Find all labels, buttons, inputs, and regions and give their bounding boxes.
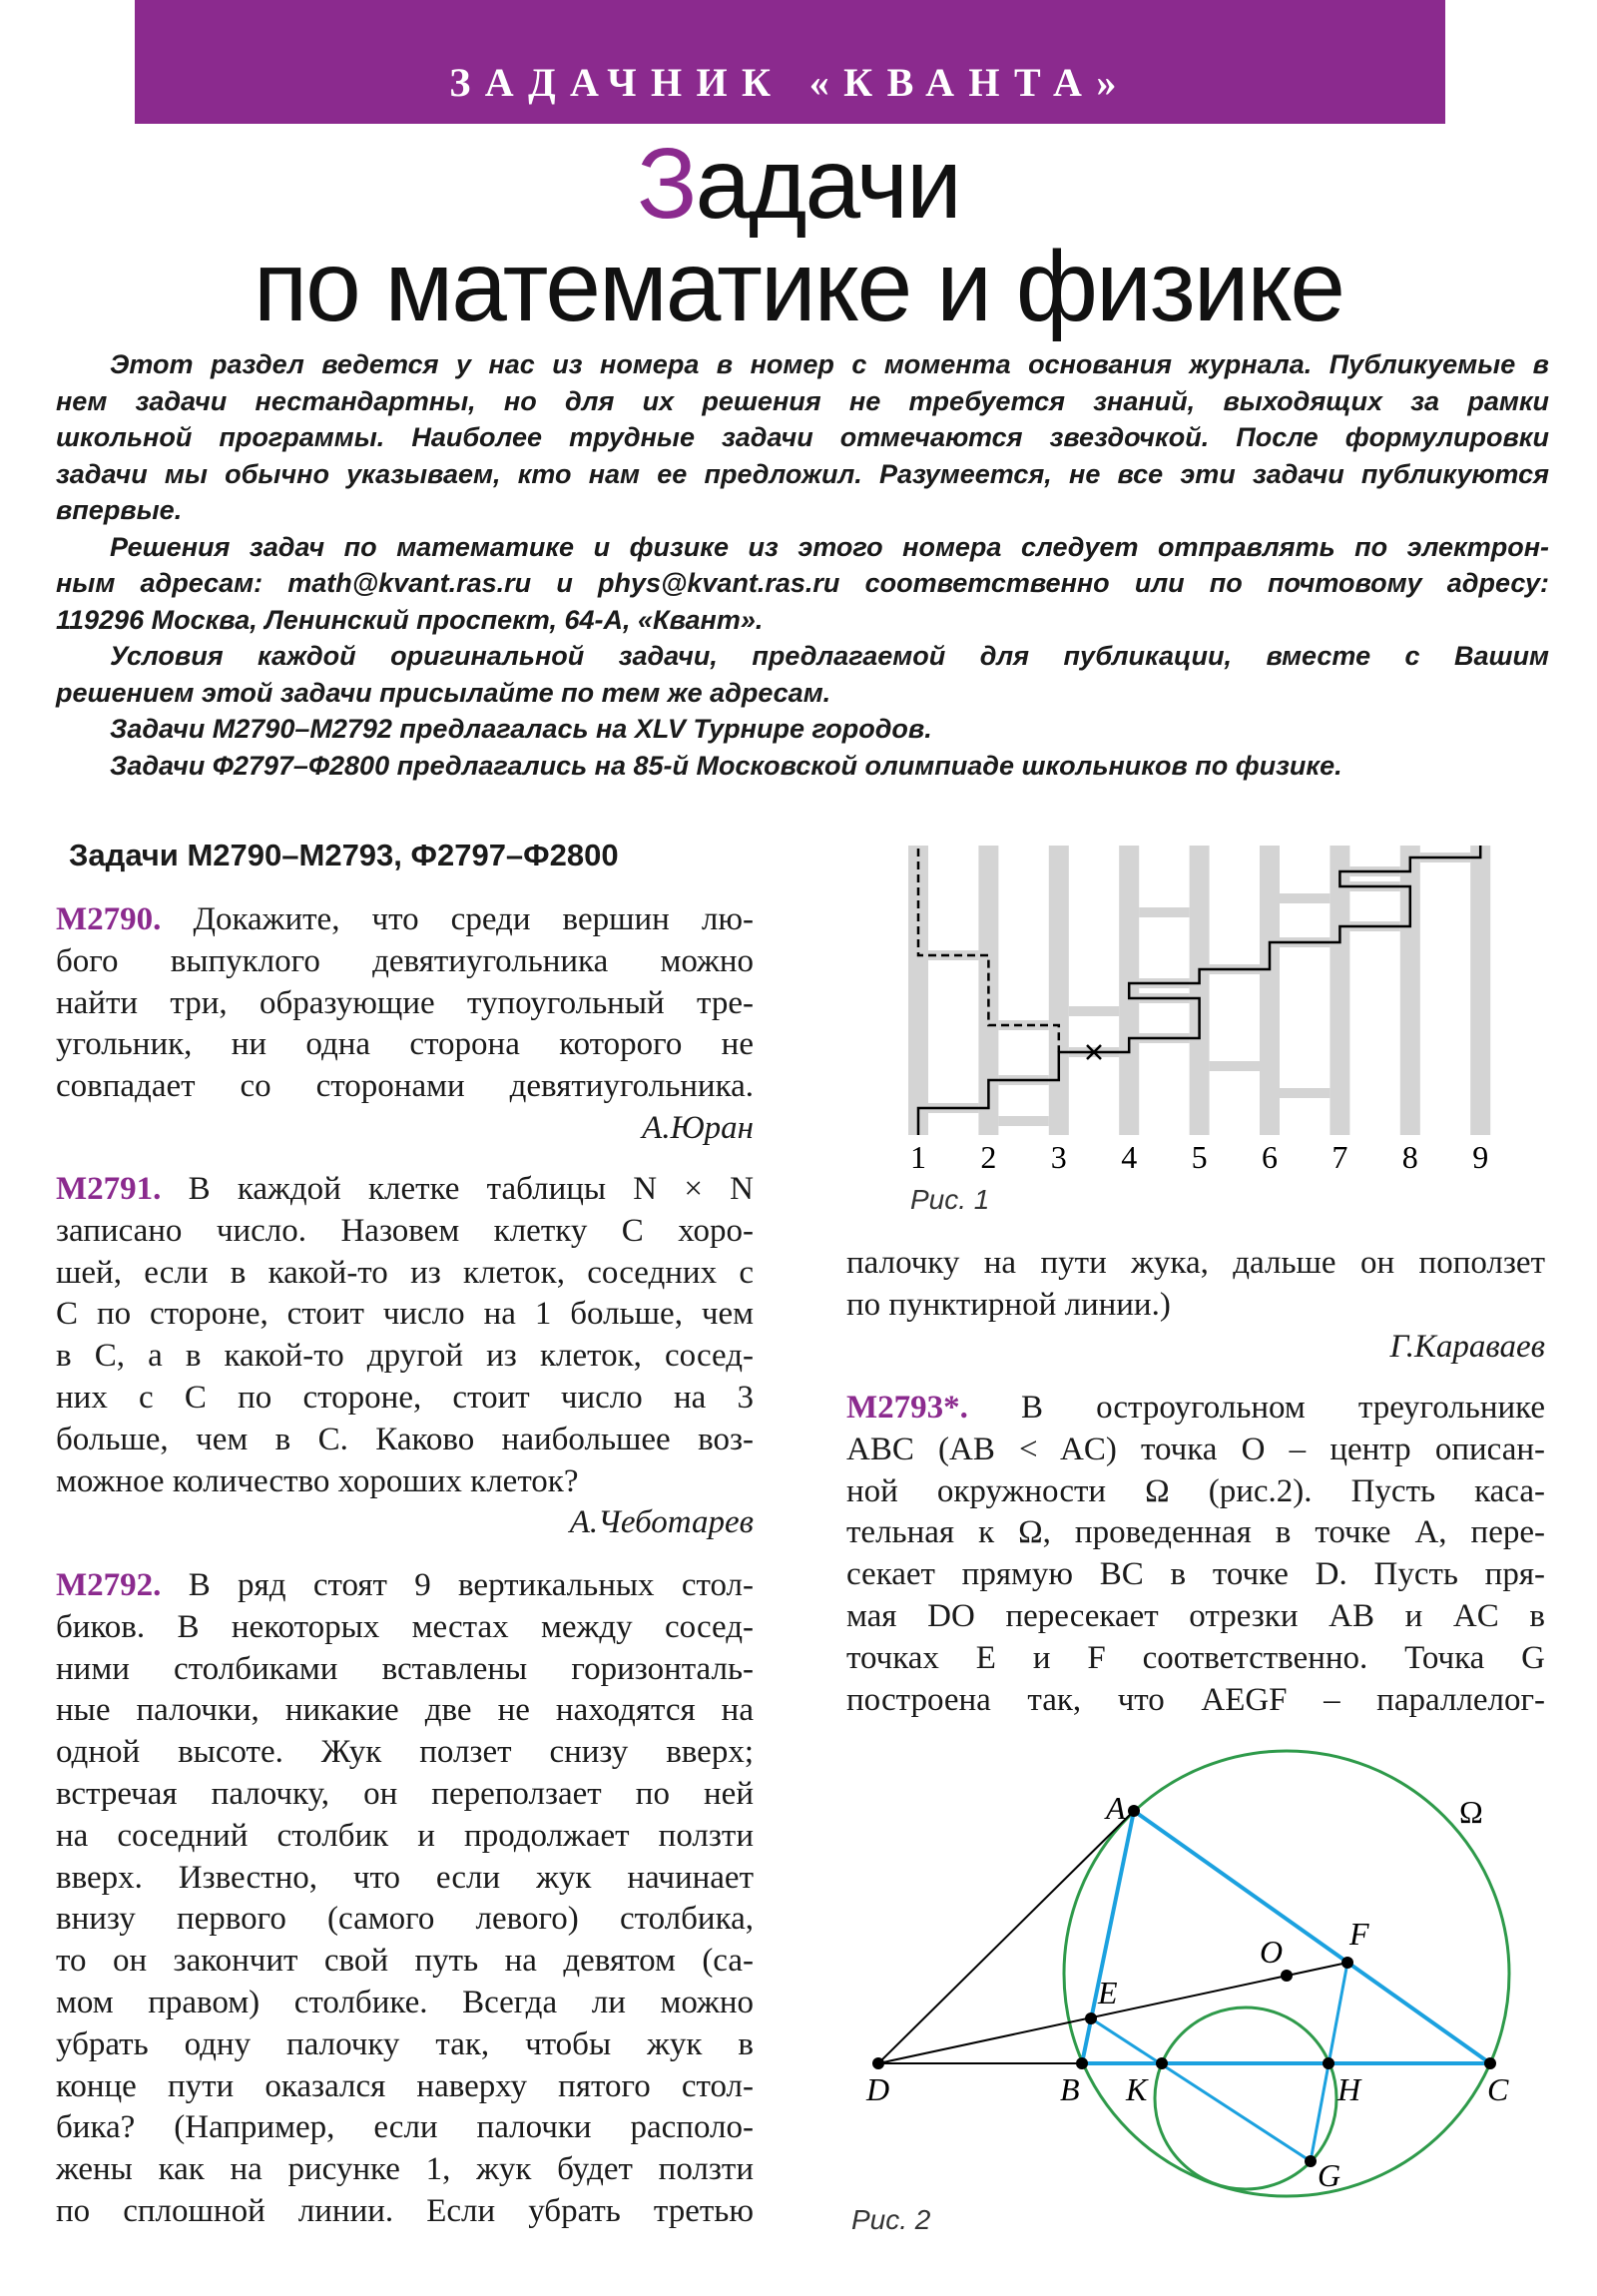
post-9 xyxy=(1470,846,1490,1135)
point-f xyxy=(1341,1957,1353,1969)
point-b xyxy=(1076,2057,1088,2069)
point-k xyxy=(1156,2057,1168,2069)
line-da xyxy=(878,1811,1134,2063)
post-5 xyxy=(1190,846,1210,1135)
figure2-caption: Рис. 2 xyxy=(851,2204,931,2235)
problem-text: найти три, образующие тупоугольный тре- xyxy=(56,984,754,1021)
column-label: 7 xyxy=(1331,1139,1348,1175)
rung xyxy=(998,1116,1048,1126)
problem-text: ними столбиками вставлены горизонталь- xyxy=(56,1650,754,1687)
intro-line: Этот раздел ведется у нас из номера в номер с момента основания журнала. Публикуемые в xyxy=(110,349,1549,379)
problem-author: А.Юран xyxy=(642,1109,754,1146)
problem-text: Докажите, что среди вершин лю- xyxy=(193,901,754,937)
problem-text: встречая палочку, он переползает по ней xyxy=(56,1775,754,1812)
title-initial: З xyxy=(637,128,696,240)
column-label: 9 xyxy=(1472,1139,1489,1175)
problem-text: конце пути оказался наверху пятого стол- xyxy=(56,2067,754,2104)
column-label: 3 xyxy=(1050,1139,1067,1175)
point-o xyxy=(1281,1970,1293,1982)
point-label-g: G xyxy=(1318,2157,1341,2193)
point-label-h: H xyxy=(1337,2071,1361,2107)
column-label: 5 xyxy=(1191,1139,1208,1175)
problem-text: В каждой клетке таблицы N × N xyxy=(188,1171,755,1207)
column-label: 6 xyxy=(1262,1139,1278,1175)
post-6 xyxy=(1260,846,1280,1135)
figure1-caption: Рис. 1 xyxy=(910,1184,990,1215)
point-a xyxy=(1128,1805,1140,1817)
point-label-f: F xyxy=(1349,1916,1369,1952)
problem-text: больше, чем в C. Каково наибольшее воз- xyxy=(56,1421,754,1457)
intro-line: Решения задач по математике и физике из этого номера следует отправлять по электрон- xyxy=(110,531,1549,562)
problem-author: А.Чеботарев xyxy=(569,1504,754,1541)
point-label-k: K xyxy=(1126,2071,1148,2107)
point-label-b: B xyxy=(1060,2071,1080,2107)
problem-text: шей, если в какой-то из клеток, соседних с xyxy=(56,1254,754,1291)
problem-text: ABC (AB < AC) точка O – центр описан- xyxy=(846,1431,1545,1467)
intro-line: впервые. xyxy=(56,495,183,525)
problem-text: мом правом) столбике. Всегда ли можно xyxy=(56,1984,754,2020)
rung xyxy=(1069,1006,1119,1016)
problem-text: бика? (Например, если палочки располо- xyxy=(56,2109,754,2146)
problem-text: построена так, что AEGF – параллелог- xyxy=(846,1681,1545,1718)
column-label: 2 xyxy=(980,1139,997,1175)
problem-text: жены как на рисунке 1, жук будет ползти xyxy=(56,2151,754,2188)
point-label-e: E xyxy=(1098,1975,1118,2010)
problem-text: C по стороне, стоит число на 1 больше, чем xyxy=(56,1296,754,1333)
problem-number: М2793*. xyxy=(846,1390,968,1426)
problem-text: палочку на пути жука, дальше он поползет xyxy=(846,1245,1545,1281)
problem-author: Г.Караваев xyxy=(1389,1328,1545,1365)
intro-line: задачи мы обычно указываем, кто нам ее предложил. Разумеется, не все эти задачи публикуются xyxy=(56,458,1549,489)
problem-text: в C, а в какой-то другой из клеток, сосед- xyxy=(56,1338,754,1375)
problem-text: бого выпуклого девятиугольника можно xyxy=(56,942,754,979)
problem-text: внизу первого (самого левого) столбика, xyxy=(56,1901,754,1938)
intro-line: 119296 Москва, Ленинский проспект, 64-А, «Квант». xyxy=(56,604,764,635)
problem-text: В ряд стоят 9 вертикальных стол- xyxy=(188,1567,754,1603)
post-7 xyxy=(1330,846,1349,1135)
intro-line: нем задачи нестандартны, но для их решения не требуется знаний, выходящих за рамки xyxy=(56,385,1549,416)
problem-text: них с C по стороне, стоит число на 3 xyxy=(56,1379,754,1416)
side-ab xyxy=(1082,1811,1134,2063)
problem-text: по пунктирной линии.) xyxy=(846,1286,1171,1323)
point-label-c: C xyxy=(1487,2071,1509,2107)
problem-number: М2792. xyxy=(56,1567,162,1603)
figure1-ladder-diagram xyxy=(908,846,1490,1175)
problem-text: мая DO пересекает отрезки AB и AC в xyxy=(846,1597,1545,1634)
point-g xyxy=(1305,2155,1317,2167)
intro-line: ным адресам: math@kvant.ras.ru и phys@kvant.ras.ru соответственно или по почтовому адресу: xyxy=(56,568,1549,598)
column-label: 8 xyxy=(1401,1139,1418,1175)
side-ac xyxy=(1134,1811,1490,2063)
intro-line: Задачи М2790–М2792 предлагалась на XLV Турнире городов. xyxy=(110,714,932,744)
banner-title: ЗАДАЧНИК «КВАНТА» xyxy=(449,60,1131,105)
problem-text: точках E и F соответственно. Точка G xyxy=(846,1639,1545,1676)
problem-text: совпадает со сторонами девятиугольника. xyxy=(56,1068,754,1105)
rung xyxy=(1280,1088,1330,1098)
intro-line: решением этой задачи присылайте по тем же адресам. xyxy=(56,677,831,708)
problem-text: ные палочки, никакие две не находятся на xyxy=(56,1692,754,1729)
problem-text: тельная к Ω, проведенная в точке A, пере- xyxy=(846,1514,1545,1551)
point-h xyxy=(1323,2057,1334,2069)
point-c xyxy=(1484,2057,1496,2069)
problem-text: угольник, ни одна сторона которого не xyxy=(56,1026,754,1063)
intro-line: Условия каждой оригинальной задачи, предлагаемой для публикации, вместе с Вашим xyxy=(110,641,1549,671)
figure2-geometry-diagram xyxy=(865,1751,1509,2196)
problem-text: по сплошной линии. Если убрать третью xyxy=(56,2192,754,2229)
problem-text: В остроугольном треугольнике xyxy=(1020,1390,1546,1426)
intro-line: школьной программы. Наиболее трудные задачи отмечаются звездочкой. После формулировки xyxy=(56,422,1549,452)
problem-text: можное количество хороших клеток? xyxy=(56,1462,579,1499)
problem-number: М2791. xyxy=(56,1171,162,1207)
problem-text: то он закончит свой путь на девятом (са- xyxy=(56,1943,754,1980)
problem-text: записано число. Назовем клетку C хоро- xyxy=(56,1212,754,1249)
page-subtitle: по математике и физике xyxy=(253,231,1344,342)
rung xyxy=(1139,907,1189,917)
rung xyxy=(1210,1061,1260,1071)
intro-line: Задачи Ф2797–Ф2800 предлагались на 85-й Московской олимпиаде школьников по физике. xyxy=(110,750,1342,781)
point-d xyxy=(872,2057,884,2069)
column-label: 4 xyxy=(1121,1139,1138,1175)
segment-eg xyxy=(1091,2018,1311,2161)
column-label: 1 xyxy=(910,1139,926,1175)
problem-number: М2790. xyxy=(56,901,162,937)
point-e xyxy=(1085,2012,1097,2024)
problem-text: биков. В некоторых местах между сосед- xyxy=(56,1608,754,1645)
omega-label: Ω xyxy=(1459,1794,1483,1830)
problem-text: секает прямую BC в точке D. Пусть пря- xyxy=(846,1556,1545,1593)
point-label-a: A xyxy=(1106,1790,1126,1826)
problem-text: ной окружности Ω (рис.2). Пусть каса- xyxy=(846,1472,1545,1509)
problem-text: убрать одну палочку так, чтобы жук в xyxy=(56,2025,754,2062)
problem-text: вверх. Известно, что если жук начинает xyxy=(56,1859,754,1896)
rung xyxy=(1280,893,1330,903)
problem-text: на соседний столбик и продолжает ползти xyxy=(56,1817,754,1854)
problem-text: одной высоте. Жук ползет снизу вверх; xyxy=(56,1734,754,1771)
point-label-d: D xyxy=(866,2071,890,2107)
point-label-o: O xyxy=(1260,1934,1284,1970)
section-heading: Задачи М2790–М2793, Ф2797–Ф2800 xyxy=(69,838,619,872)
post-3 xyxy=(1049,846,1069,1135)
title-rest: адачи xyxy=(695,128,960,240)
